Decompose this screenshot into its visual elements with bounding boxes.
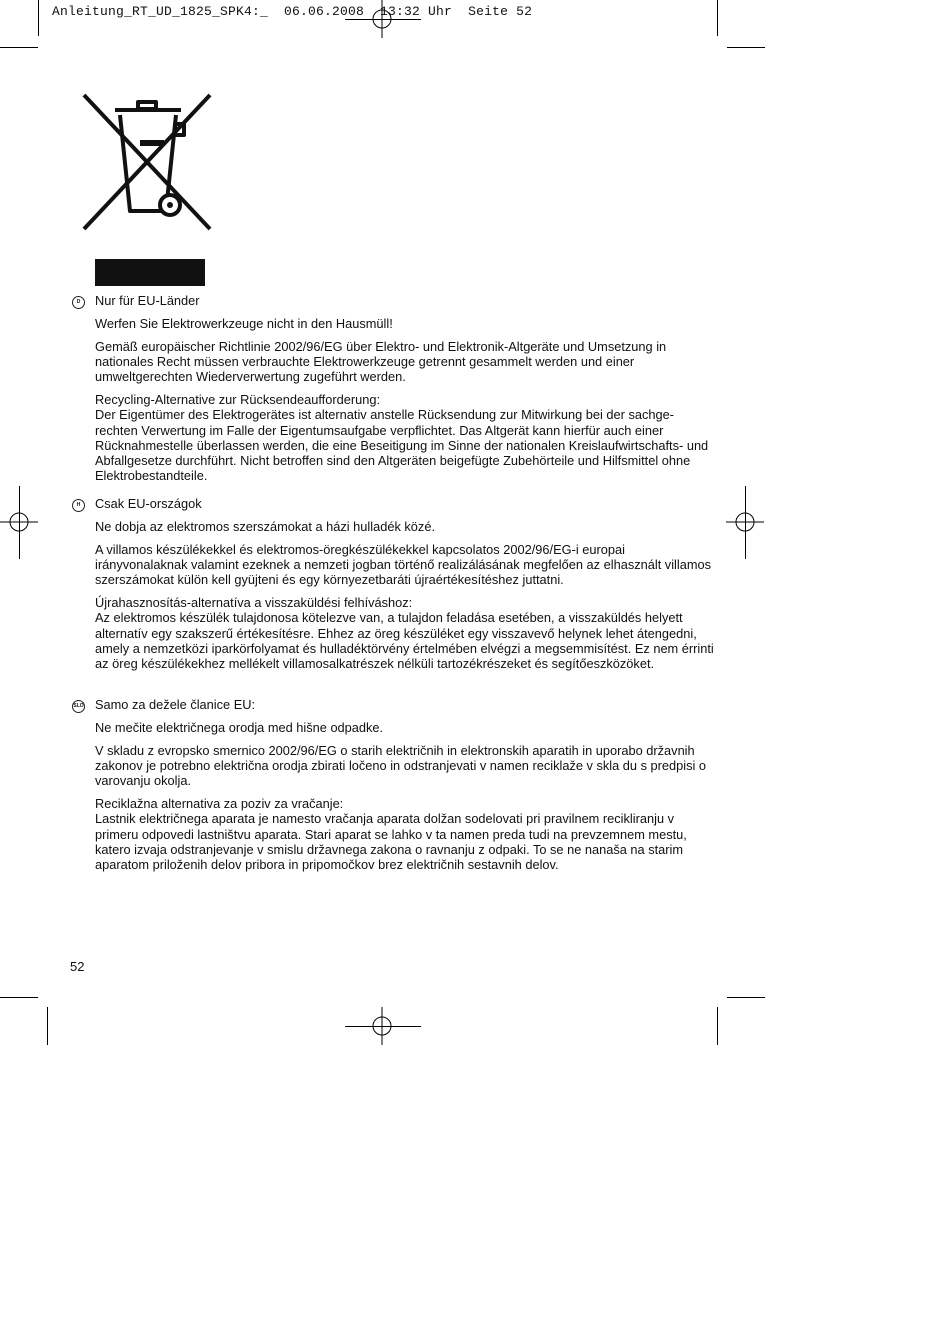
registration-mark-icon (363, 0, 401, 38)
paragraph: Reciklažna alternativa za poziv za vračanje: Lastnik električnega aparata je namesto vračanja aparata dolžan sodelovati pri pravilnem recikliranju v primeru odpovedi lastništvu aparata. Stari aparat se lahko v ta namen preda tudi na prevzemnem mestu, katero izvaja odstranjevanje v smislu državnega zakona o ravnanju z odpaki. To se ne nanaša na starim aparatom priloženih delov pribora in pripomočkov brez električnih sestavnih delov. (95, 795, 687, 873)
language-code-badge: D (72, 296, 85, 309)
registration-mark-icon (363, 1007, 401, 1045)
registration-mark-icon (0, 503, 38, 541)
paragraph: Recycling-Alternative zur Rücksendeaufforderung: Der Eigentümer des Elektrogerätes ist alternativ anstelle Rücksendung zur Mitwirkung bei der sachge-rechten Verwertung im Falle der Eigentumsaufgabe verpflichtet. Das Altgerät kann hierfür auch einer Rücknahmestelle überlassen werden, die eine Beseitigung im Sinne der nationalen Kreislaufwirtschafts- und Abfallgesetze durchführt. Nicht betroffen sind den Altgeräten beigefügte Zubehörteile und Hilfsmittel ohne Elektrobestandteile. (95, 391, 709, 484)
paragraph: Újrahasznosítás-alternatíva a visszaküldési felhíváshoz: Az elektromos készülék tulajdonosa kötelezve van, a tulajdon feladása esetében, a visszaküldés helyett alternatív egy szakszerű értékesítésre. Ehhez az öreg készüléket egy visszavevő helynek lehet átengedni, amely a nemzetközi iparkörfolyamat és hulladéktörvény értelmében elvégzi a megsemmisítést. Ez nem érrinti az öreg készülékekhez mellékelt villamosalkatrészek nélküli tartozékrészeket és segítőeszközöket. (95, 594, 714, 672)
paragraph: Ne dobja az elektromos szerszámokat a házi hulladék közé. (95, 518, 435, 534)
black-bar (95, 259, 205, 286)
crop-mark (0, 997, 38, 998)
section-heading: Samo za dežele članice EU: (95, 697, 256, 712)
crossed-out-wheelie-bin-icon (82, 93, 212, 231)
section-heading: Nur für EU-Länder (95, 293, 200, 308)
crop-mark (47, 1007, 48, 1045)
section-hu (76, 496, 715, 679)
registration-mark-icon (726, 503, 764, 541)
section-de (76, 293, 715, 491)
paragraph: V skladu z evropsko smernico 2002/96/EG o starih električnih in elektronskih aparatih in uporabo državnih zakonov je potrebno električna orodja zbirati ločeno in odstranjevati v namen reciklaže v skla du s predpisi o varovanju okolja. (95, 742, 707, 789)
language-code-badge: SLO (72, 700, 85, 713)
crop-mark (0, 47, 38, 48)
section-slo (73, 697, 715, 880)
language-code-badge: H (72, 499, 85, 512)
crop-mark (38, 0, 39, 36)
crop-mark (727, 997, 765, 998)
crop-mark (727, 47, 765, 48)
paragraph: Ne mečite električnega orodja med hišne odpadke. (95, 719, 384, 735)
section-heading: Csak EU-országok (95, 496, 202, 511)
paragraph: Werfen Sie Elektrowerkzeuge nicht in den Hausmüll! (95, 315, 393, 331)
paragraph: Gemäß europäischer Richtlinie 2002/96/EG über Elektro- und Elektronik-Altgeräte und Umsetzung in nationales Recht müssen verbrauchte Elektrowerkzeuge getrennt gesammelt werden und einer umweltgerechten Wiederverwertung zugeführt werden. (95, 338, 667, 385)
page-number: 52 (70, 959, 85, 974)
print-header: Anleitung_RT_UD_1825_SPK4:_ 06.06.2008 13:32 Uhr Seite 52 (52, 4, 533, 19)
paragraph: A villamos készülékekkel és elektromos-öregkészülékekkel kapcsolatos 2002/96/EG-i europai irányvonalaknak valamint ezeknek a nemzeti jogban történő realizálásának megfelően az elhasznált villamos szerszámokat külön kell gyüjteni és egy környezetbaráti újraértékesítéshez juttatni. (95, 541, 712, 588)
crop-mark (717, 1007, 718, 1045)
crop-mark (717, 0, 718, 36)
